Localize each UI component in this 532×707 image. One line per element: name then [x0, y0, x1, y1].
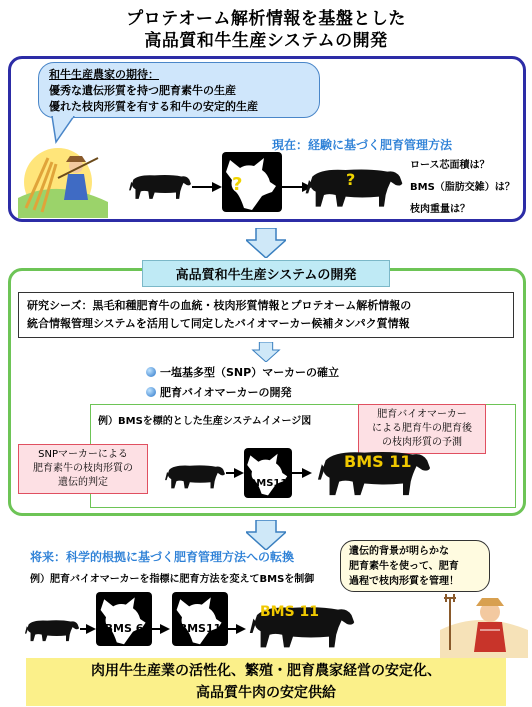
bullet-dot-icon	[146, 387, 156, 397]
arrow-right-icon	[192, 182, 222, 192]
biomarker-bullet-text: 肥育バイオマーカーの開発	[160, 386, 292, 399]
snp-note-line1: SNPマーカーによる	[38, 449, 128, 460]
question-weight: 枝肉重量は？	[410, 204, 470, 215]
expectation-line1: 優秀な遺伝形質を持つ肥育素牛の生産	[49, 84, 236, 97]
cow-head-icon	[172, 592, 228, 646]
question-loin: ロース芯面積は？	[410, 160, 490, 171]
farmer-speech-line1: 遺伝的背景が明らかな	[349, 546, 449, 557]
snp-bullet-text: 一塩基多型（SNP）マーカーの確立	[160, 366, 339, 379]
expectation-title: 和牛生産農家の期待：	[49, 68, 159, 81]
unknown-box	[222, 152, 282, 212]
down-arrow-icon	[246, 228, 286, 258]
page-title-line2: 高品質和牛生産システムの開発	[144, 31, 388, 51]
development-header: 高品質和牛生産システムの開発	[142, 260, 390, 287]
calf-icon	[24, 614, 80, 644]
example-label: 例）BMSを標的とした生産システムイメージ図	[98, 416, 312, 427]
biomarker-note-line2: による肥育牛の肥育後	[372, 423, 472, 434]
bms11-box	[244, 448, 292, 498]
snp-note-line3: 遺伝的判定	[58, 477, 108, 488]
calf-icon	[164, 458, 226, 492]
cow-head-icon	[222, 152, 282, 212]
future-label: 将来：科学的根拠に基づく肥育管理方法への転換	[30, 550, 295, 564]
biomarker-bullet	[146, 384, 291, 400]
farmer-speech-bubble	[340, 540, 490, 592]
arrow-right-icon	[152, 624, 172, 634]
conclusion-line2: 高品質牛肉の安定供給	[196, 685, 336, 701]
future-bms11-box	[172, 592, 228, 646]
arrow-right-icon	[228, 624, 248, 634]
calf-icon	[128, 168, 192, 202]
farmer-speech-line3: 過程で枝肉形質を管理！	[349, 576, 459, 587]
conclusion-box	[26, 658, 506, 706]
research-seeds-box	[18, 292, 514, 338]
bullet-dot-icon	[146, 367, 156, 377]
question-mark-cow: ?	[346, 170, 356, 189]
farmer-expectation-bubble	[38, 62, 320, 118]
question-mark: ?	[232, 174, 243, 195]
conclusion-line1: 肉用牛生産業の活性化、繁殖・肥育農家経営の安定化、	[91, 663, 441, 679]
down-arrow-icon	[246, 520, 286, 550]
biomarker-note-line1: 肥育バイオマーカー	[377, 409, 467, 420]
future-example: 例）肥育バイオマーカーを指標に肥育方法を変えてBMSを制御	[30, 574, 315, 585]
question-bms: BMS（脂肪交雑）は？	[410, 182, 515, 193]
arrow-right-icon	[292, 468, 314, 478]
page-title-line1: プロテオーム解析情報を基盤とした	[126, 9, 406, 29]
future-bms-result: BMS 11	[260, 604, 320, 620]
bms11-label: BMS11	[248, 478, 288, 489]
bms6-label: BMS 6	[104, 622, 144, 635]
arrow-right-icon	[226, 468, 244, 478]
cow-head-icon	[244, 448, 292, 498]
snp-bullet	[146, 364, 339, 380]
arrow-right-icon	[80, 624, 96, 634]
farmer-speech-line2: 肥育素牛を使って、肥育	[349, 561, 459, 572]
down-arrow-icon	[250, 342, 282, 362]
cow-head-icon	[96, 592, 152, 646]
current-method-label: 現在：経験に基づく肥育管理方法	[272, 138, 453, 152]
future-bms11-label: BMS11	[178, 622, 222, 635]
bms-result: BMS 11	[344, 452, 412, 471]
farmer-illustration	[18, 138, 110, 218]
snp-note	[18, 444, 148, 494]
expectation-line2: 優れた枝肉形質を有する和牛の安定的生産	[49, 100, 258, 113]
bms6-box	[96, 592, 152, 646]
farmer-character-illustration	[440, 590, 528, 658]
snp-note-line2: 肥育素牛の枝肉形質の	[33, 463, 133, 474]
biomarker-note-line3: の枝肉形質の予測	[382, 437, 462, 448]
research-line1: 研究シーズ：黒毛和種肥育牛の血統・枝肉形質情報とプロテオーム解析情報の	[27, 299, 412, 312]
research-line2: 統合情報管理システムを活用して同定したバイオマーカー候補タンパク質情報	[27, 317, 410, 330]
